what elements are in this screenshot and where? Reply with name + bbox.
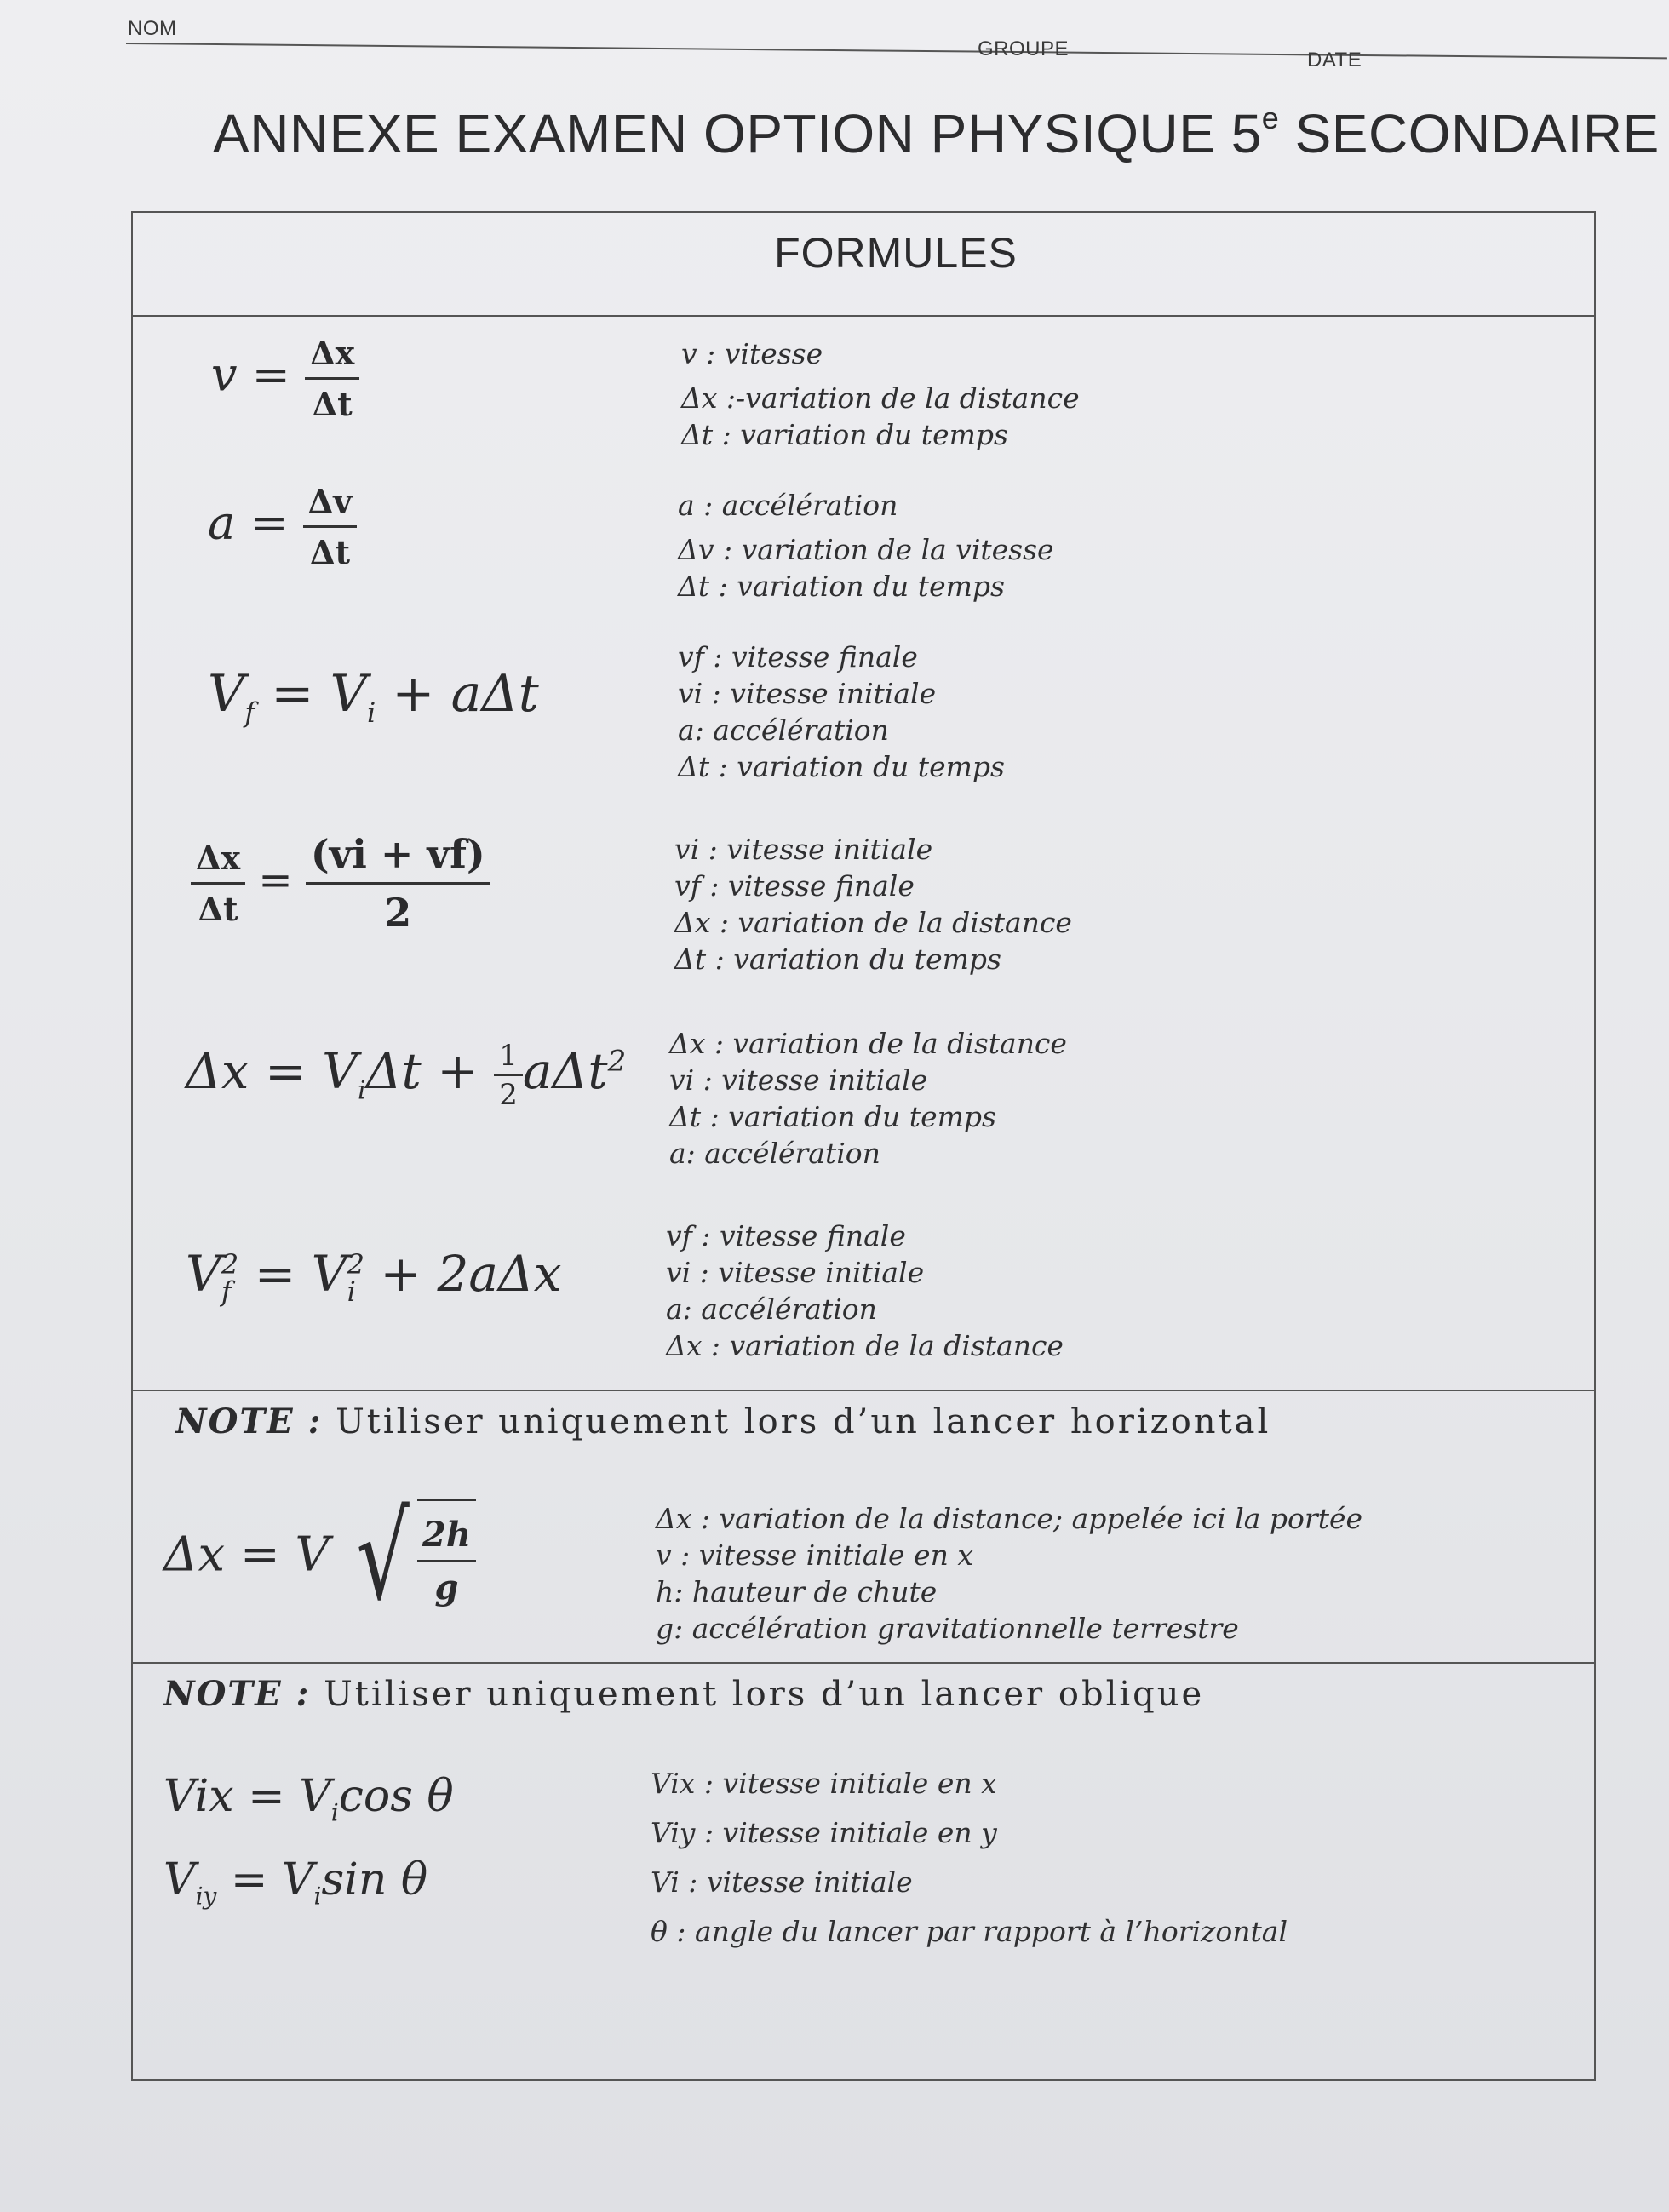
desc-vitesse-finale: vf : vitesse finale vi : vitesse initiale a: accélération Δt : variation du temps: [678, 640, 1005, 783]
formula-viy: $V_{iy} = V_i\sin$ θ: [163, 1854, 428, 1911]
formula-vix: Vix = $V_i\cos$ θ: [163, 1771, 454, 1827]
desc-vitesse: v : vitesse Δx :-variation de la distance Δt : variation du temps: [681, 337, 1080, 451]
formula-vitesse-carre: V 2 f = V 2 i + 2aΔx: [186, 1245, 562, 1308]
note-oblique: NOTE : Utiliser uniquement lors d’un lancer oblique: [163, 1674, 1205, 1714]
note-horizontal-divider: [131, 1390, 1596, 1391]
desc-deplacement: Δx : variation de la distance vi : vitesse initiale Δt : variation du temps a: accélération: [669, 1027, 1067, 1170]
heading-divider: [131, 315, 1596, 317]
name-line: [126, 43, 1667, 59]
formula-vitesse-moyenne: $\frac{\Delta x}{\Delta t}$ = $\frac{(vi + vf)}{2}$: [191, 831, 490, 936]
formula-deplacement: $\Delta x = V_i\Delta t$ + $\frac{1}{2}$ aΔt$^2$: [186, 1039, 627, 1112]
table-heading: FORMULES: [774, 229, 1018, 277]
desc-vitesse-carre: vf : vitesse finale vi : vitesse initiale a: accélération Δx : variation de la distance: [666, 1219, 1064, 1362]
formula-vitesse-finale: $V_f = V_i + a\Delta t$: [208, 664, 539, 729]
groupe-label: GROUPE: [978, 37, 1070, 60]
desc-vitesse-moyenne: vi : vitesse initiale vf : vitesse finale Δx : variation de la distance Δt : variation du temps: [674, 833, 1072, 976]
nom-label: NOM: [128, 17, 177, 40]
formula-vitesse: v = $\frac{\Delta x}{\Delta t}$: [211, 334, 359, 423]
desc-acceleration: a : accélération Δv : variation de la vitesse Δt : variation du temps: [678, 489, 1054, 603]
note-oblique-divider: [131, 1662, 1596, 1664]
page-title: ANNEXE EXAMEN OPTION PHYSIQUE 5e SECONDAIRE: [213, 100, 1660, 164]
desc-oblique: Vix : vitesse initiale en x Viy : vitesse initiale en y Vi : vitesse initiale θ : angle du lancer par rapport à l’horizontal: [651, 1767, 1288, 1948]
note-horizontal: NOTE : Utiliser uniquement lors d’un lancer horizontal: [175, 1401, 1271, 1441]
date-label: DATE: [1307, 49, 1362, 72]
formula-acceleration: a = $\frac{\Delta v}{\Delta t}$: [208, 482, 357, 571]
desc-portee: Δx : variation de la distance; appelée ici la portée v : vitesse initiale en x h: hauteur de chute g: accélération gravitationnelle terrestre: [656, 1502, 1363, 1645]
formula-portee: Δx = V √ $\frac{2h}{g}$: [163, 1499, 476, 1618]
